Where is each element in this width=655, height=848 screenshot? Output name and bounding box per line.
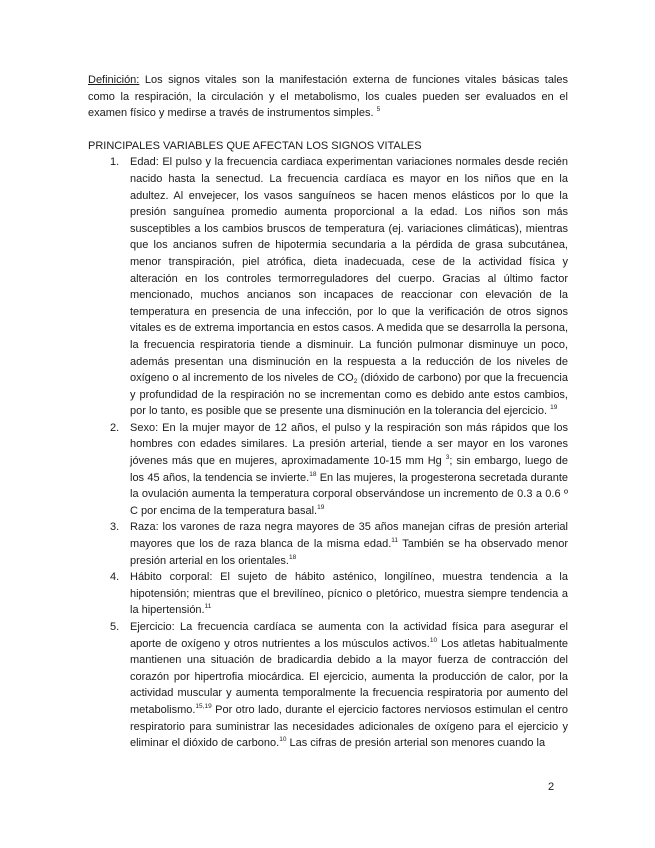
citation: 5 — [376, 106, 381, 114]
definition-text: Los signos vitales son la manifestación externa de funciones vitales básicas tales como la respiración, la circulación y el metabolismo, los cuales pueden ser evaluados en el examen físico y medirse a través de instrumentos simples. — [88, 74, 568, 120]
citation: 19 — [317, 503, 325, 511]
document-page — [88, 72, 568, 752]
citation: 18 — [288, 553, 297, 561]
citation: 18 — [309, 470, 317, 478]
subscript: 2 — [353, 378, 358, 386]
list-number: 3. — [110, 521, 120, 534]
citation: 11 — [204, 603, 212, 611]
list-number: 4. — [110, 571, 120, 584]
list-item-text: Ejercicio: La frecuencia cardíaca se aumenta con la actividad física para asegurar el aporte de oxígeno y otros nutrientes a los músculos activos.$^{10}$ Los atletas habitualmente mantienen una situación de bradicardia debido a la mayor fuerza de contracción del corazón por hipertrofia miocárdica. El ejercicio, aumenta la producción de calor, por la actividad muscular y aumenta temporalmente la frecuencia respiratoria por aumento del metabolismo.$^{15,19}$ Por otro lado, durante el ejercicio factores nerviosos estimulan el centro respiratorio para suministrar las necesidades adicionales de oxígeno para el ejercicio y eliminar el dióxido de carbono.$^{10}$ Las cifras de presión arterial son menores cuando la — [130, 621, 568, 750]
list-number: 1. — [110, 156, 120, 169]
list-item — [88, 420, 568, 520]
list-item-text: Hábito corporal: El sujeto de hábito asténico, longilíneo, muestra tendencia a la hipotensión; mientras que el brevilíneo, pícnico o pletórico, muestra siempre tendencia a la hipertensión.$^{11}$ — [130, 571, 568, 617]
citation: 11 — [391, 537, 399, 545]
citation: 3 — [445, 454, 450, 462]
definition-term: Definición: — [88, 74, 140, 86]
list-number: 2. — [110, 421, 120, 434]
list-item — [88, 619, 568, 752]
section-title: PRINCIPALES VARIABLES QUE AFECTAN LOS SIGNOS VITALES — [88, 139, 422, 152]
page-number: 2 — [548, 781, 555, 793]
list-item — [88, 154, 568, 420]
variables-list — [88, 154, 568, 751]
list-item — [88, 569, 568, 619]
list-item-text: Sexo: En la mujer mayor de 12 años, el pulso y la respiración son más rápidos que los hombres con edades similares. La presión arterial, tiende a ser mayor en los varones jóvenes más que en mujeres, aproximadamente 10-15 mm Hg $^3$; sin embargo, luego de los 45 años, la tendencia se invierte.$^{18}$ En las mujeres, la progesterona secretada durante la ovulación aumenta la temperatura corporal observándose un incremento de 0.3 a 0.6 º C por encima de la temperatura basal.$^{19}$ — [130, 421, 568, 517]
list-number: 5. — [110, 621, 120, 633]
citation: 10 — [279, 736, 287, 744]
citation: 15,19 — [195, 702, 212, 710]
list-item-text: Raza: los varones de raza negra mayores de 35 años manejan cifras de presión arterial mayores que los de raza blanca de la misma edad.$^{11}$ También se ha observado menor presión arterial en los orientales.$^{18}$ — [130, 521, 569, 567]
list-item — [88, 519, 568, 569]
definition-paragraph — [88, 72, 568, 122]
citation: 10 — [429, 636, 438, 644]
list-item-text: Edad: El pulso y la frecuencia cardiaca experimentan variaciones normales desde recién nacido hasta la senectud. La frecuencia cardíaca es mayor en los niños que en la adultez. Al envejecer, los vasos sanguíneos se hacen menos elásticos por lo que la presión sanguínea promedio aumenta proporcional a la edad. Los niños son más susceptibles a los cambios bruscos de temperatura (ej. variaciones climáticas), mientras que los ancianos sufren de hipotermia secundaria a la pérdida de grasa subcutánea, menor transpiración, piel atrófica, dieta inadecuada, cese de la actividad física y alteración en los controles termorreguladores del cuerpo. Gracias al último factor mencionado, muchos ancianos son incapaces de reaccionar con elevación de la temperatura en presencia de una infección, por lo que la verificación de otros signos vitales es de extrema importancia en estos casos. A medida que se desarrolla la persona, la frecuencia respiratoria tiende a disminuir. La función pulmonar disminuye un poco, además presentan una disminución en la respuesta a la reducción de los niveles de oxígeno o al incremento de los niveles de $CO_2$ (dióxido de carbono) por que la frecuencia y profundidad de la respiración no se incrementan como es debido ante estos cambios, por lo tanto, es posible que se presente una disminución en la tolerancia del ejercicio. $^{19}$ — [130, 156, 568, 418]
citation: 19 — [550, 404, 558, 412]
